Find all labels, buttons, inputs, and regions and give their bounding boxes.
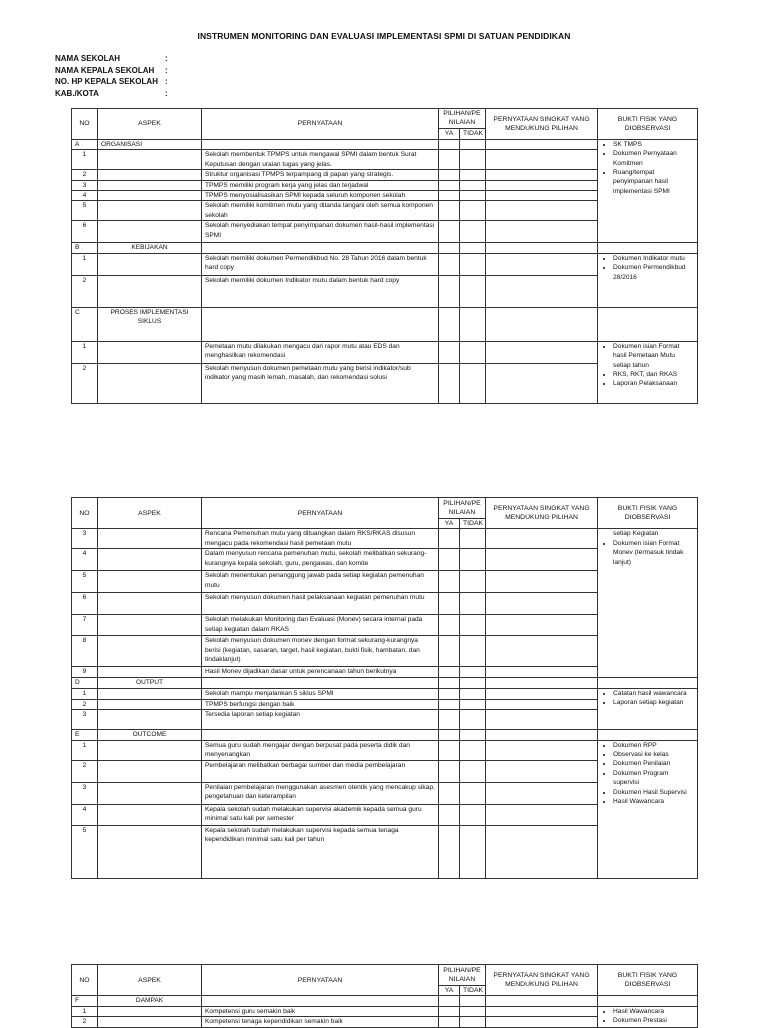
ya-cell[interactable] bbox=[439, 667, 460, 678]
note-cell[interactable] bbox=[486, 760, 598, 782]
list-item: • Dokumen isian Format hasil Pemetaan Mutu setiap tahun bbox=[613, 342, 694, 370]
table-row: 1 Pemetaan mutu dilakukan mengacu dari rapor mutu atau EDS dan menghasilkan rekomendasi • Dokumen isian Format hasil Pemetaan Mutu setiap tahun • RKS, RKT, dan RKAS • Laporan Pelaksanaan bbox=[72, 341, 698, 363]
page-title: INSTRUMEN MONITORING DAN EVALUASI IMPLEMENTASI SPMI DI SATUAN PENDIDIKAN bbox=[197, 31, 571, 41]
table-row: 2 Sekolah menyusun dokumen pemetaan mutu yang berisi indikator/sub indikator yang masih lemah, masalah, dan rekomendasi solusi bbox=[72, 363, 698, 403]
note-cell[interactable] bbox=[486, 363, 598, 403]
tidak-cell[interactable] bbox=[460, 191, 486, 201]
list-item: • Observasi ke kelas bbox=[613, 750, 694, 759]
ya-cell[interactable] bbox=[439, 825, 460, 878]
info-row-principal-name: NAMA KEPALA SEKOLAH : bbox=[55, 65, 168, 75]
info-row-school-name: NAMA SEKOLAH : bbox=[55, 54, 168, 63]
header-tidak: TIDAK bbox=[460, 128, 486, 139]
tidak-cell[interactable] bbox=[460, 571, 486, 593]
ya-cell[interactable] bbox=[439, 363, 460, 403]
ya-cell[interactable] bbox=[439, 782, 460, 804]
info-row-city: KAB./KOTA : bbox=[55, 88, 168, 98]
ya-cell[interactable] bbox=[439, 740, 460, 760]
list-item: • Dokumen RPP bbox=[613, 741, 694, 750]
ya-cell[interactable] bbox=[439, 571, 460, 593]
table-row: 3 Penilaian pembelajaran menggunakan asesmen otentik yang mencakup sikap, pengetahuan dan keterampilan bbox=[72, 782, 698, 804]
monitoring-table-3 bbox=[71, 964, 698, 1028]
bukti-cell: setiap Kegiatan • Dokumen isian Format Monev (termasuk tindak lanjut) bbox=[598, 529, 698, 678]
ya-cell[interactable] bbox=[439, 221, 460, 243]
ya-cell[interactable] bbox=[439, 615, 460, 636]
list-item: • Dokumen Prestasi bbox=[613, 1016, 694, 1025]
note-cell[interactable] bbox=[486, 636, 598, 667]
monitoring-table-2 bbox=[71, 497, 698, 879]
section-row: D OUTPUT bbox=[72, 678, 698, 688]
list-item: • Catatan hasil wawancara bbox=[613, 689, 694, 698]
note-cell[interactable] bbox=[486, 170, 598, 180]
note-cell[interactable] bbox=[486, 699, 598, 709]
tidak-cell[interactable] bbox=[460, 253, 486, 275]
list-item: • Dokumen Program supervisi bbox=[613, 769, 694, 788]
table-header-row bbox=[72, 965, 698, 986]
note-cell[interactable] bbox=[486, 275, 598, 307]
header-pernyataan: PERNYATAAN bbox=[202, 498, 439, 529]
tidak-cell[interactable] bbox=[460, 150, 486, 170]
header-aspek: ASPEK bbox=[98, 109, 202, 140]
tidak-cell[interactable] bbox=[460, 740, 486, 760]
ya-cell[interactable] bbox=[439, 804, 460, 825]
note-cell[interactable] bbox=[486, 688, 598, 699]
ya-cell[interactable] bbox=[439, 170, 460, 180]
table-row: 2 Struktur organisasi TPMPS terpampang di papan yang strategis. bbox=[72, 170, 698, 180]
list-item: • Laporan Pelaksanaan bbox=[613, 379, 694, 388]
bukti-cell bbox=[598, 341, 698, 403]
ya-cell[interactable] bbox=[439, 593, 460, 615]
list-item: • Dokumen isian Format Monev (termasuk tindak lanjut) bbox=[613, 539, 694, 567]
table-header-row bbox=[72, 109, 698, 129]
header-aspek: ASPEK bbox=[98, 965, 202, 996]
table-row: 2 TPMPS berfungsi dengan baik bbox=[72, 699, 698, 709]
ya-cell[interactable] bbox=[439, 699, 460, 709]
note-cell[interactable] bbox=[486, 740, 598, 760]
table-row: 1 Sekolah membentuk TPMPS untuk mengawal SPMI dalam bentuk Surat Keputusan dengan uraian tugas yang jelas. bbox=[72, 150, 698, 170]
note-cell[interactable] bbox=[486, 221, 598, 243]
header-pernyataan-singkat: PERNYATAAN SINGKAT YANG MENDUKUNG PILIHAN bbox=[486, 109, 598, 140]
header-tidak: TIDAK bbox=[460, 519, 486, 529]
header-pernyataan-singkat: PERNYATAAN SINGKAT YANG MENDUKUNG PILIHAN bbox=[486, 965, 598, 996]
school-info-block bbox=[55, 53, 168, 99]
header-no: NO bbox=[72, 965, 98, 996]
bukti-cell bbox=[598, 1006, 698, 1027]
list-item: • Laporan setiap kegiatan bbox=[613, 698, 694, 707]
ya-cell[interactable] bbox=[439, 1006, 460, 1016]
header-pernyataan: PERNYATAAN bbox=[202, 965, 439, 996]
bukti-cell bbox=[598, 740, 698, 878]
tidak-cell[interactable] bbox=[460, 699, 486, 709]
list-item: • SK TMPS bbox=[613, 140, 694, 149]
table-row: 6 Sekolah menyusun dokumen hasil pelaksanaan kegiatan pemenuhan mutu bbox=[72, 593, 698, 615]
note-cell[interactable] bbox=[486, 1006, 598, 1016]
table-row: 1 Kompetensi guru semakin baik • Hasil Wawancara • Dokumen Prestasi bbox=[72, 1006, 698, 1016]
tidak-cell[interactable] bbox=[460, 170, 486, 180]
list-item: • Dokumen Pernyataan Komitmen bbox=[613, 149, 694, 168]
header-pernyataan: PERNYATAAN bbox=[202, 109, 439, 140]
ya-cell[interactable] bbox=[439, 710, 460, 730]
info-row-principal-phone: NO. HP KEPALA SEKOLAH : bbox=[55, 77, 168, 86]
header-no: NO bbox=[72, 498, 98, 529]
section-row: A ORGANISASI • SK TMPS • Dokumen Pernyataan Komitmen • Ruang/tempat penyimpanan hasil implementasi SPMI bbox=[72, 139, 698, 149]
table-row: 1 Sekolah mampu menjalankan 5 siklus SPMI • Catatan hasil wawancara • Laporan setiap kegiatan bbox=[72, 688, 698, 699]
header-pilihan: PILIHAN/PE NILAIAN bbox=[439, 109, 486, 129]
list-item: • Hasil Wawancara bbox=[613, 797, 694, 806]
tidak-cell[interactable] bbox=[460, 363, 486, 403]
table-row: 3 TPMPS memiliki program kerja yang jelas dan terjadwal bbox=[72, 180, 698, 190]
header-pilihan: PILIHAN/PE NILAIAN bbox=[439, 965, 486, 986]
bukti-cell bbox=[598, 139, 698, 243]
bukti-cell bbox=[598, 253, 698, 307]
table-row: 5 Sekolah memiliki komitmen mutu yang ditanda tangani oleh semua komponen sekolah bbox=[72, 201, 698, 221]
tidak-cell[interactable] bbox=[460, 549, 486, 571]
note-cell[interactable] bbox=[486, 529, 598, 549]
tidak-cell[interactable] bbox=[460, 529, 486, 549]
ya-cell[interactable] bbox=[439, 688, 460, 699]
note-cell[interactable] bbox=[486, 782, 598, 804]
ya-cell[interactable] bbox=[439, 529, 460, 549]
table-row: 2 Kompetensi tenaga kependidikan semakin baik bbox=[72, 1017, 698, 1027]
monitoring-table-1 bbox=[71, 108, 698, 404]
ya-cell[interactable] bbox=[439, 191, 460, 201]
ya-cell[interactable] bbox=[439, 150, 460, 170]
header-ya: YA bbox=[439, 519, 460, 529]
section-row: E OUTCOME bbox=[72, 730, 698, 740]
list-item: • Ruang/tempat penyimpanan hasil implementasi SPMI bbox=[613, 168, 694, 196]
note-cell[interactable] bbox=[486, 549, 598, 571]
tidak-cell[interactable] bbox=[460, 667, 486, 678]
note-cell[interactable] bbox=[486, 710, 598, 730]
note-cell[interactable] bbox=[486, 201, 598, 221]
tidak-cell[interactable] bbox=[460, 710, 486, 730]
tidak-cell[interactable] bbox=[460, 825, 486, 878]
ya-cell[interactable] bbox=[439, 760, 460, 782]
table-row: 5 Kepala sekolah sudah melakukan supervisi kepada semua tenaga kependidikan minimal satu kali per tahun bbox=[72, 825, 698, 878]
header-pilihan: PILIHAN/PE NILAIAN bbox=[439, 498, 486, 519]
tidak-cell[interactable] bbox=[460, 1006, 486, 1016]
table-row: 2 Pembelajaran melibatkan berbagai sumber dan media pembelajaran bbox=[72, 760, 698, 782]
list-item: • Hasil Wawancara bbox=[613, 1007, 694, 1016]
note-cell[interactable] bbox=[486, 341, 598, 363]
tidak-cell[interactable] bbox=[460, 782, 486, 804]
section-row: B KEBIJAKAN bbox=[72, 243, 698, 253]
note-cell[interactable] bbox=[486, 571, 598, 593]
note-cell[interactable] bbox=[486, 253, 598, 275]
note-cell[interactable] bbox=[486, 150, 598, 170]
tidak-cell[interactable] bbox=[460, 636, 486, 667]
table-row: 6 Sekolah menyediakan tempat penyimpanan dokumen hasil-hasil implementasi SPMI bbox=[72, 221, 698, 243]
list-item: • Dokumen Hasil Supervisi bbox=[613, 788, 694, 797]
tidak-cell[interactable] bbox=[460, 201, 486, 221]
tidak-cell[interactable] bbox=[460, 221, 486, 243]
tidak-cell[interactable] bbox=[460, 1017, 486, 1027]
note-cell[interactable] bbox=[486, 1017, 598, 1027]
tidak-cell[interactable] bbox=[460, 593, 486, 615]
bukti-cell bbox=[598, 688, 698, 729]
tidak-cell[interactable] bbox=[460, 804, 486, 825]
section-row: F DAMPAK bbox=[72, 996, 698, 1006]
header-tidak: TIDAK bbox=[460, 986, 486, 996]
header-bukti-fisik: BUKTI FISIK YANG DIOBSERVASI bbox=[598, 109, 698, 140]
note-cell[interactable] bbox=[486, 593, 598, 615]
table-row: 7 Sekolah melakukan Monitoring dan Evaluasi (Monev) secara internal pada setiap kegiatan dalam RKAS bbox=[72, 615, 698, 636]
tidak-cell[interactable] bbox=[460, 688, 486, 699]
ya-cell[interactable] bbox=[439, 1017, 460, 1027]
header-ya: YA bbox=[439, 986, 460, 996]
ya-cell[interactable] bbox=[439, 201, 460, 221]
table-row: 2 Sekolah memiliki dokumen Indikator mutu dalam bentuk hard copy bbox=[72, 275, 698, 307]
list-item: • RKS, RKT, dan RKAS bbox=[613, 370, 694, 379]
header-no: NO bbox=[72, 109, 98, 140]
table-row: 5 Sekolah menentukan penanggung jawab pada setiap kegiatan pemenuhan mutu bbox=[72, 571, 698, 593]
tidak-cell[interactable] bbox=[460, 760, 486, 782]
tidak-cell[interactable] bbox=[460, 341, 486, 363]
list-item: • Dokumen Permendikbud 28/2016 bbox=[613, 263, 694, 282]
table-row: 4 Dalam menyusun rencana pemenuhan mutu, sekolah melibatkan sekurang-kurangnya kepala sekolah, guru, pengawas, dan komite bbox=[72, 549, 698, 571]
table-row: 1 Sekolah memiliki dokumen Permendikbud No. 28 Tahun 2016 dalam bentuk hard copy • Dokumen Indikator mutu • Dokumen Permendikbud 28/2016 bbox=[72, 253, 698, 275]
tidak-cell[interactable] bbox=[460, 180, 486, 190]
table-row: 4 Kepala sekolah sudah melakukan supervisi akademik kepada semua guru minimal satu kali per semester bbox=[72, 804, 698, 825]
table-header-row bbox=[72, 498, 698, 519]
note-cell[interactable] bbox=[486, 191, 598, 201]
section-row: C PROSES IMPLEMENTASI SIKLUS bbox=[72, 307, 698, 341]
header-pernyataan-singkat: PERNYATAAN SINGKAT YANG MENDUKUNG PILIHAN bbox=[486, 498, 598, 529]
header-ya: YA bbox=[439, 128, 460, 139]
header-aspek: ASPEK bbox=[98, 498, 202, 529]
list-item: • Dokumen Penilaian bbox=[613, 759, 694, 768]
ya-cell[interactable] bbox=[439, 636, 460, 667]
ya-cell[interactable] bbox=[439, 180, 460, 190]
tidak-cell[interactable] bbox=[460, 615, 486, 636]
ya-cell[interactable] bbox=[439, 253, 460, 275]
table-row: 4 TPMPS menyosialisasikan SPMI kepada seluruh komponen sekolah bbox=[72, 191, 698, 201]
table-row: 3 Rencana Pemenuhan mutu yang dituangkan dalam RKS/RKAS disusun mengacu pada rekomendasi hasil pemetaan mutu setiap Kegiatan • Dokumen isian Format Monev (termasuk tindak lanjut) bbox=[72, 529, 698, 549]
table-row: 9 Hasil Monev dijadikan dasar untuk perencanaan tahun berikutnya bbox=[72, 667, 698, 678]
tidak-cell[interactable] bbox=[460, 275, 486, 307]
list-item: • Dokumen Indikator mutu bbox=[613, 254, 694, 263]
table-row: 3 Tersedia laporan setiap kegiatan bbox=[72, 710, 698, 730]
note-cell[interactable] bbox=[486, 615, 598, 636]
note-cell[interactable] bbox=[486, 180, 598, 190]
ya-cell[interactable] bbox=[439, 549, 460, 571]
table-row: 8 Sekolah menyusun dokumen monev dengan format sekurang-kurangnya berisi (kegiatan, sasaran, target, hasil kegiatan, bukti fisik, hambatan, dan tindaklanjut) bbox=[72, 636, 698, 667]
ya-cell[interactable] bbox=[439, 275, 460, 307]
ya-cell[interactable] bbox=[439, 341, 460, 363]
note-cell[interactable] bbox=[486, 804, 598, 825]
header-bukti-fisik: BUKTI FISIK YANG DIOBSERVASI bbox=[598, 498, 698, 529]
note-cell[interactable] bbox=[486, 825, 598, 878]
table-row: 1 Semua guru sudah mengajar dengan berpusat pada peserta didik dan menyenangkan • Dokumen RPP • Observasi ke kelas • Dokumen Penilaian • Dokumen Program supervisi • Dokumen Hasil Supervisi • Hasil Wawancara bbox=[72, 740, 698, 760]
header-bukti-fisik: BUKTI FISIK YANG DIOBSERVASI bbox=[598, 965, 698, 996]
note-cell[interactable] bbox=[486, 667, 598, 678]
